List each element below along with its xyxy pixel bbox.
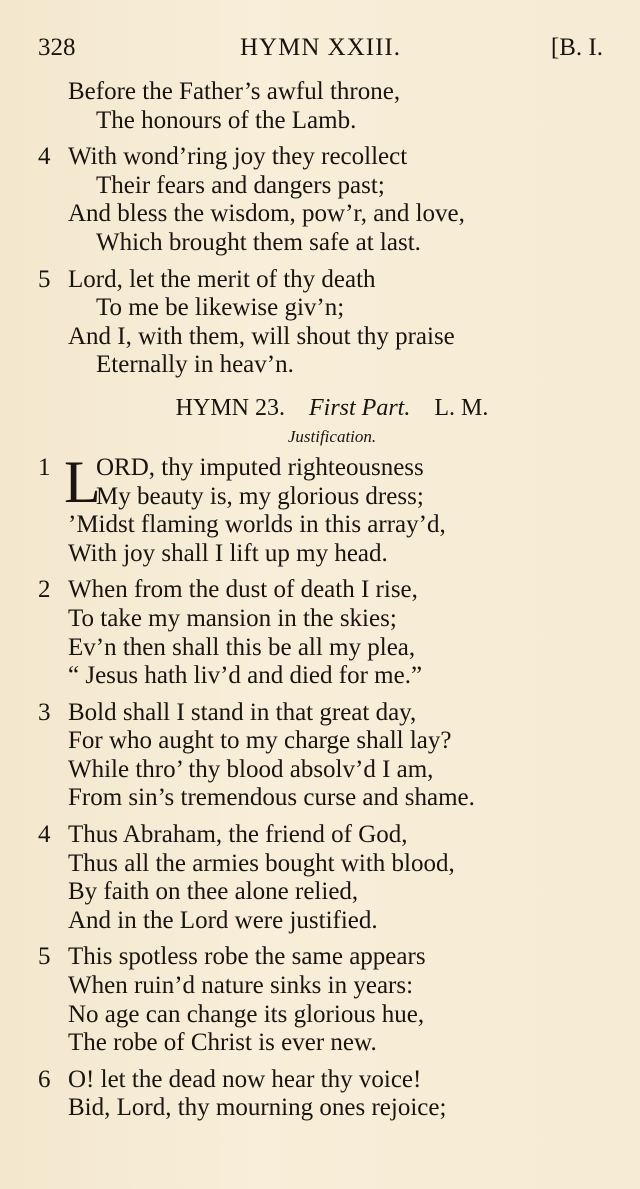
continued-verse bbox=[38, 78, 598, 135]
verse-5-prev bbox=[38, 266, 598, 380]
verse-line: ’Midst flaming worlds in this array’d, bbox=[68, 511, 446, 539]
verse-number: 3 bbox=[38, 698, 51, 726]
verse-4 bbox=[38, 821, 598, 935]
verse-line: Their fears and dangers past; bbox=[96, 171, 385, 199]
verse-number: 4 bbox=[38, 143, 51, 171]
verse-line: The robe of Christ is ever new. bbox=[68, 1029, 377, 1057]
verse-5 bbox=[38, 943, 598, 1057]
hymn-subject: Justification. bbox=[287, 426, 377, 446]
verse-line: By faith on thee alone relied, bbox=[68, 878, 359, 906]
verse-line-text: With wond’ring joy they recollect bbox=[68, 143, 408, 171]
drop-cap: L bbox=[64, 448, 101, 515]
verse-line: And bless the wisdom, pow’r, and love, bbox=[68, 200, 465, 228]
verse-line bbox=[38, 266, 598, 295]
page-body bbox=[38, 78, 598, 1131]
verse-number: 4 bbox=[38, 821, 51, 849]
hymn-meter: L. M. bbox=[434, 394, 489, 421]
verse-3 bbox=[38, 699, 598, 813]
verse-line: ORD, thy imputed righteousness bbox=[96, 453, 424, 481]
verse-line: And in the Lord were justified. bbox=[68, 906, 378, 934]
page-number: 328 bbox=[38, 34, 76, 61]
verse-number: 5 bbox=[38, 265, 51, 293]
verse-line-text: Bold shall I stand in that great day, bbox=[68, 698, 417, 726]
verse-line bbox=[38, 943, 598, 972]
verse-line bbox=[38, 1066, 598, 1095]
verse-1 bbox=[38, 448, 598, 568]
verse-line: No age can change its glorious hue, bbox=[68, 1000, 425, 1028]
verse-line: From sin’s tremendous curse and shame. bbox=[68, 784, 475, 812]
verse-line-text: When from the dust of death I rise, bbox=[68, 576, 418, 604]
verse-2 bbox=[38, 576, 598, 690]
verse-line: The honours of the Lamb. bbox=[96, 106, 357, 134]
verse-line: And I, with them, will shout thy praise bbox=[68, 322, 455, 350]
verse-line: For who aught to my charge shall lay? bbox=[68, 727, 452, 755]
verse-line: To me be likewise giv’n; bbox=[96, 294, 345, 322]
verse-number: 1 bbox=[38, 453, 51, 481]
hymn-part: First Part. bbox=[309, 394, 411, 421]
verse-line: Ev’n then shall this be all my plea, bbox=[68, 633, 416, 661]
verse-line: “ Jesus hath liv’d and died for me.” bbox=[68, 662, 423, 690]
verse-line: Bid, Lord, thy mourning ones rejoice; bbox=[68, 1094, 447, 1122]
verse-line: With joy shall I lift up my head. bbox=[68, 539, 388, 567]
verse-number: 5 bbox=[38, 943, 51, 971]
verse-line: Which brought them safe at last. bbox=[96, 228, 421, 256]
verse-line-text: Lord, let the merit of thy death bbox=[68, 265, 376, 293]
verse-line bbox=[38, 699, 598, 728]
verse-line: While thro’ thy blood absolv’d I am, bbox=[68, 755, 434, 783]
verse-line: Thus all the armies bought with blood, bbox=[68, 849, 455, 877]
verse-line: When ruin’d nature sinks in years: bbox=[68, 972, 414, 1000]
verse-line bbox=[38, 821, 598, 850]
page-header bbox=[38, 30, 603, 66]
verse-line-text: Thus Abraham, the friend of God, bbox=[68, 821, 408, 849]
verse-number: 6 bbox=[38, 1065, 51, 1093]
verse-line bbox=[38, 576, 598, 605]
verse-line: Eternally in heav’n. bbox=[96, 351, 294, 379]
verse-4-prev bbox=[38, 143, 598, 257]
verse-6 bbox=[38, 1066, 598, 1123]
verse-line: To take my mansion in the skies; bbox=[68, 604, 397, 632]
hymn-title: HYMN 23. bbox=[175, 394, 285, 421]
running-title: HYMN XXIII. bbox=[240, 34, 401, 61]
verse-line-text: This spotless robe the same appears bbox=[68, 943, 426, 971]
verse-line: Before the Father’s awful throne, bbox=[68, 78, 401, 105]
verse-number: 2 bbox=[38, 576, 51, 604]
verse-line: My beauty is, my glorious dress; bbox=[96, 482, 424, 510]
verse-line bbox=[38, 143, 598, 172]
section-marker: [B. I. bbox=[550, 34, 603, 61]
hymn-heading bbox=[38, 392, 598, 424]
verse-line-text: O! let the dead now hear thy voice! bbox=[68, 1065, 422, 1093]
